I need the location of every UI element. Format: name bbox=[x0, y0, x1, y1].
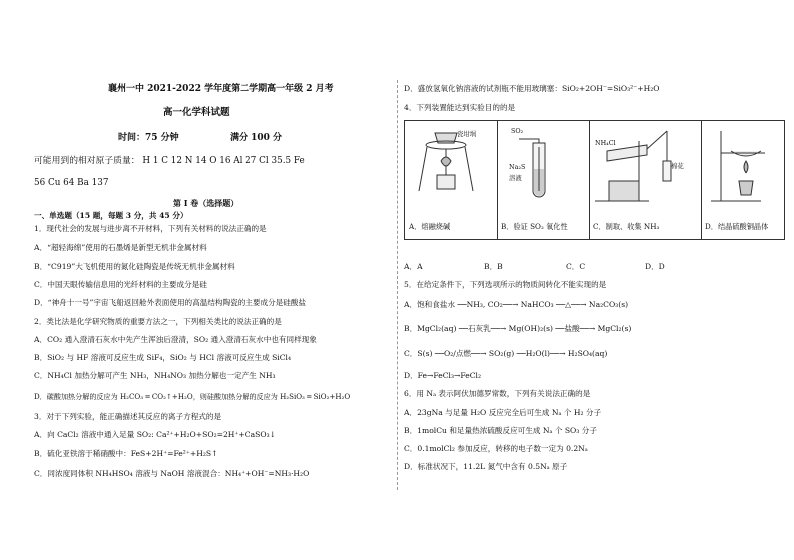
q4-option-d: D．D bbox=[645, 262, 665, 271]
q5-option-d: D．Fe→FeCl₃→FeCl₂ bbox=[404, 371, 482, 380]
so2-label: SO₂ bbox=[511, 127, 524, 135]
q2-option-a: A．CO₂ 通入澄清石灰水中先产生浑浊后澄清，SO₂ 通入澄清石灰水中也有同样现象 bbox=[34, 335, 317, 344]
q5-option-c: C．S(s) ──O₂/点燃──→ SO₂(g) ──H₂O(l)──→ H₂SO₄(aq) bbox=[404, 349, 608, 358]
q5-option-a: A．饱和食盐水 ──NH₃, CO₂──→ NaHCO₃ ──△──→ Na₂CO₃(s) bbox=[404, 300, 629, 309]
cotton-label: 棉花 bbox=[671, 162, 684, 170]
apparatus-c bbox=[589, 121, 702, 239]
exam-title: 襄州一中 2021-2022 学年度第二学期高一年级 2 月考 bbox=[108, 84, 334, 94]
apparatus-d-caption: D．结晶硫酸铜晶体 bbox=[705, 222, 769, 231]
q2-stem: 2．类比法是化学研究物质的重要方法之一，下列相关类比的说法正确的是 bbox=[34, 317, 282, 326]
q3-option-b: B．硫化亚铁溶于稀硝酸中：FeS+2H⁺=Fe²⁺+H₂S↑ bbox=[34, 449, 218, 458]
evaporating-dish-icon bbox=[701, 121, 784, 221]
nh4cl-label: NH₄Cl bbox=[595, 139, 616, 147]
solution-label: 溶液 bbox=[509, 174, 522, 182]
q4-option-c: C．C bbox=[566, 262, 586, 271]
crucible-apparatus-icon bbox=[405, 121, 497, 221]
q6-option-a: A．23gNa 与足量 H₂O 反应完全后可生成 Nₐ 个 H₂ 分子 bbox=[404, 408, 602, 417]
q2-option-b: B．SiO₂ 与 HF 溶液可反应生成 SiF₄，SiO₂ 与 HCl 溶液可反应生成 SiCl₄ bbox=[34, 353, 291, 362]
exam-score: 满分 100 分 bbox=[230, 133, 283, 143]
q3-stem: 3．对于下列实验，能正确描述其反应的离子方程式的是 bbox=[34, 412, 222, 421]
test-tube-icon bbox=[497, 121, 589, 221]
apparatus-a-caption: A．熔融烧碱 bbox=[409, 222, 451, 231]
na2s-label: Na₂S bbox=[509, 163, 526, 171]
q6-option-c: C．0.1molCl₂ 参加反应，转移的电子数一定为 0.2Nₐ bbox=[404, 444, 588, 453]
section-heading: 一、单选题（15 题，每题 3 分，共 45 分） bbox=[34, 211, 188, 220]
apparatus-b-caption: B．验证 SO₂ 氧化性 bbox=[501, 222, 568, 231]
q1-stem: 1．现代社会的发展与进步离不开材料，下列有关材料的说法正确的是 bbox=[34, 224, 267, 233]
q5-stem: 5．在给定条件下，下列选项所示的物质间转化不能实现的是 bbox=[404, 280, 607, 289]
q3-option-c: C．同浓度同体积 NH₄HSO₄ 溶液与 NaOH 溶液混合：NH₄⁺+OH⁻=NH₃·H₂O bbox=[34, 469, 310, 478]
apparatus-a bbox=[405, 121, 498, 239]
q6-option-d: D．标准状况下，11.2L 氮气中含有 0.5Nₐ 原子 bbox=[404, 462, 568, 471]
q3-option-d: D．盛放氢氧化钠溶液的试剂瓶不能用玻璃塞：SiO₂+2OH⁻=SiO₃²⁻+H₂O bbox=[404, 84, 660, 93]
q3-option-a: A．向 CaCl₂ 溶液中通入足量 SO₂: Ca²⁺+H₂O+SO₂=2H⁺+CaSO₃↓ bbox=[34, 430, 276, 439]
atomic-mass-line-1: 可能用到的相对原子质量： H 1 C 12 N 14 O 16 Al 27 Cl 35.5 Fe bbox=[34, 156, 305, 166]
q4-stem: 4．下列装置能达到实验目的的是 bbox=[404, 103, 516, 112]
q6-stem: 6．用 Nₐ 表示阿伏加德罗常数，下列有关说法正确的是 bbox=[404, 389, 591, 398]
part-heading: 第 I 卷（选择题） bbox=[173, 198, 239, 208]
q4-option-a: A．A bbox=[404, 262, 423, 271]
exam-time: 时间：75 分钟 bbox=[118, 133, 179, 143]
q1-option-a: A．“超轻海绵”使用的石墨烯是新型无机非金属材料 bbox=[34, 243, 207, 252]
q1-option-b: B．“C919”大飞机使用的氮化硅陶瓷是传统无机非金属材料 bbox=[34, 262, 235, 271]
atomic-mass-line-2: 56 Cu 64 Ba 137 bbox=[34, 178, 109, 188]
q6-option-b: B．1molCu 和足量热浓硫酸反应可生成 Nₐ 个 SO₃ 分子 bbox=[404, 426, 597, 435]
apparatus-d bbox=[701, 121, 784, 239]
q1-option-c: C．中国天眼传输信息用的光纤材料的主要成分是硅 bbox=[34, 280, 207, 289]
column-divider bbox=[397, 80, 398, 490]
q5-option-b: B．MgCl₂(aq) ──石灰乳──→ Mg(OH)₂(s) ──盐酸──→ MgCl₂(s) bbox=[404, 324, 632, 333]
q4-option-b: B．B bbox=[484, 262, 503, 271]
q2-option-d: D．碳酸加热分解的反应为 H₂CO₃ ═ CO₂↑+H₂O，则硅酸加热分解的反应为 H₂SiO₃ ═ SiO₂+H₂O bbox=[34, 392, 351, 401]
apparatus-b bbox=[497, 121, 590, 239]
gas-collection-icon bbox=[589, 121, 701, 221]
apparatus-c-caption: C．制取、收集 NH₃ bbox=[593, 222, 660, 231]
q2-option-c: C．NH₄Cl 加热分解可产生 NH₃，NH₄NO₃ 加热分解也一定产生 NH₃ bbox=[34, 371, 276, 380]
exam-subject: 高一化学科试题 bbox=[163, 107, 230, 118]
crucible-label: 瓷坩埚 bbox=[457, 130, 477, 138]
q1-option-d: D．“神舟十一号”宇宙飞船返回舱外表面使用的高温结构陶瓷的主要成分是硅酸盐 bbox=[34, 298, 307, 307]
apparatus-figure bbox=[404, 120, 785, 240]
